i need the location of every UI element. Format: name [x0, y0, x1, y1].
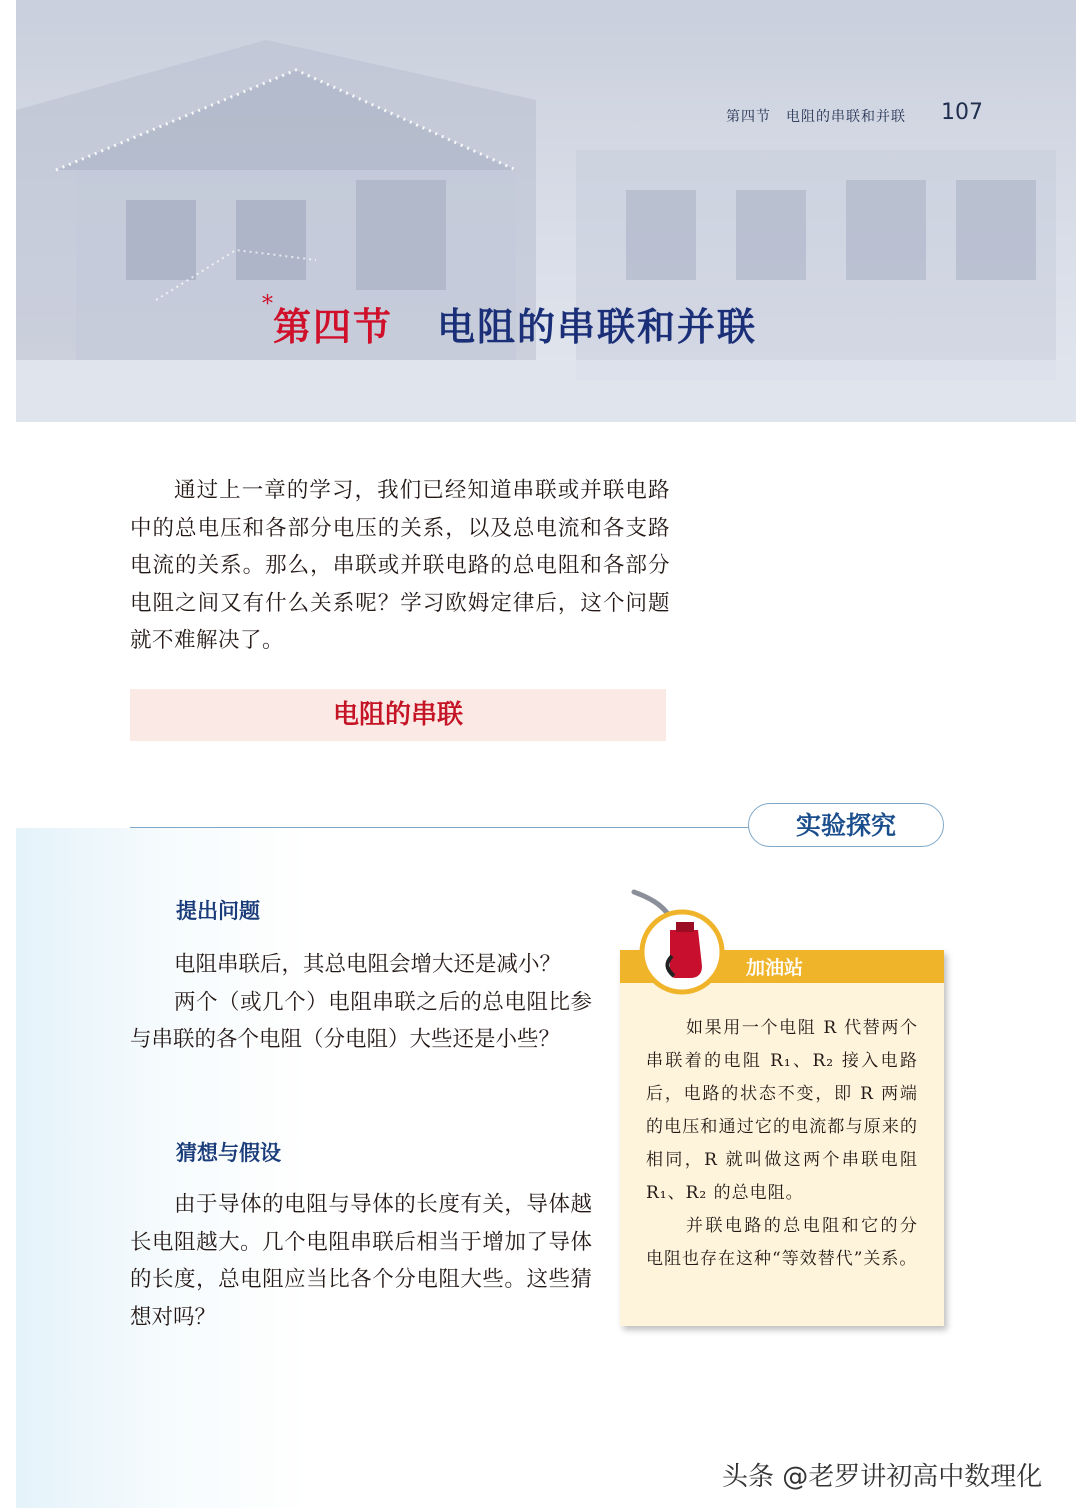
question-paragraph-1: 电阻串联后，其总电阻会增大还是减小？: [174, 952, 562, 977]
house-photo-background: [16, 0, 1076, 422]
tip-body: [646, 1012, 918, 1276]
hypothesis-heading: 猜想与假设: [176, 1141, 281, 1165]
question-paragraph-2: 两个（或几个）电阻串联之后的总电阻比参与串联的各个电阻（分电阻）大些还是小些？: [130, 989, 592, 1052]
hypothesis-text: [130, 1186, 592, 1336]
tip-paragraph-2: 并联电路的总电阻和它的分电阻也存在这种“等效替代”关系。: [646, 1216, 918, 1269]
hypothesis-paragraph-1: 由于导体的电阻与导体的长度有关，导体越长电阻越大。几个电阻串联后相当于增加了导体的长度，总电阻应当比各个分电阻大些。这些猜想对吗？: [130, 1192, 592, 1330]
watermark: 头条 @老罗讲初高中数理化: [722, 1462, 1043, 1492]
tip-box: [620, 950, 944, 1326]
section-number: 第四节: [273, 304, 394, 349]
divider-line: [130, 827, 750, 828]
question-text: [130, 946, 592, 1059]
running-head: 第四节 电阻的串联和并联: [726, 109, 906, 125]
page-number: 107: [941, 100, 983, 125]
tip-label: 加油站: [746, 957, 804, 979]
optional-star: *: [262, 292, 273, 317]
subsection-heading-box: [130, 689, 666, 741]
header-banner: [16, 0, 1076, 422]
fuel-nozzle-icon: [626, 886, 736, 996]
experiment-label: 实验探究: [748, 803, 944, 847]
section-title: [262, 292, 758, 351]
tip-paragraph-1: 如果用一个电阻 R 代替两个串联着的电阻 R₁、R₂ 接入电路后，电路的状态不变，即 R 两端的电压和通过它的电流都与原来的相同，R 就叫做这两个串联电阻 R₁、R₂ 的总电阻。: [646, 1018, 918, 1203]
section-name: 电阻的串联和并联: [437, 305, 758, 349]
intro-paragraph: 通过上一章的学习，我们已经知道串联或并联电路中的总电压和各部分电压的关系，以及总电流和各支路电流的关系。那么，串联或并联电路的总电阻和各部分电阻之间又有什么关系呢？学习欧姆定律后，这个问题就不难解决了。: [130, 478, 670, 653]
subsection-heading: 电阻的串联: [332, 700, 463, 730]
question-heading: 提出问题: [176, 899, 260, 923]
